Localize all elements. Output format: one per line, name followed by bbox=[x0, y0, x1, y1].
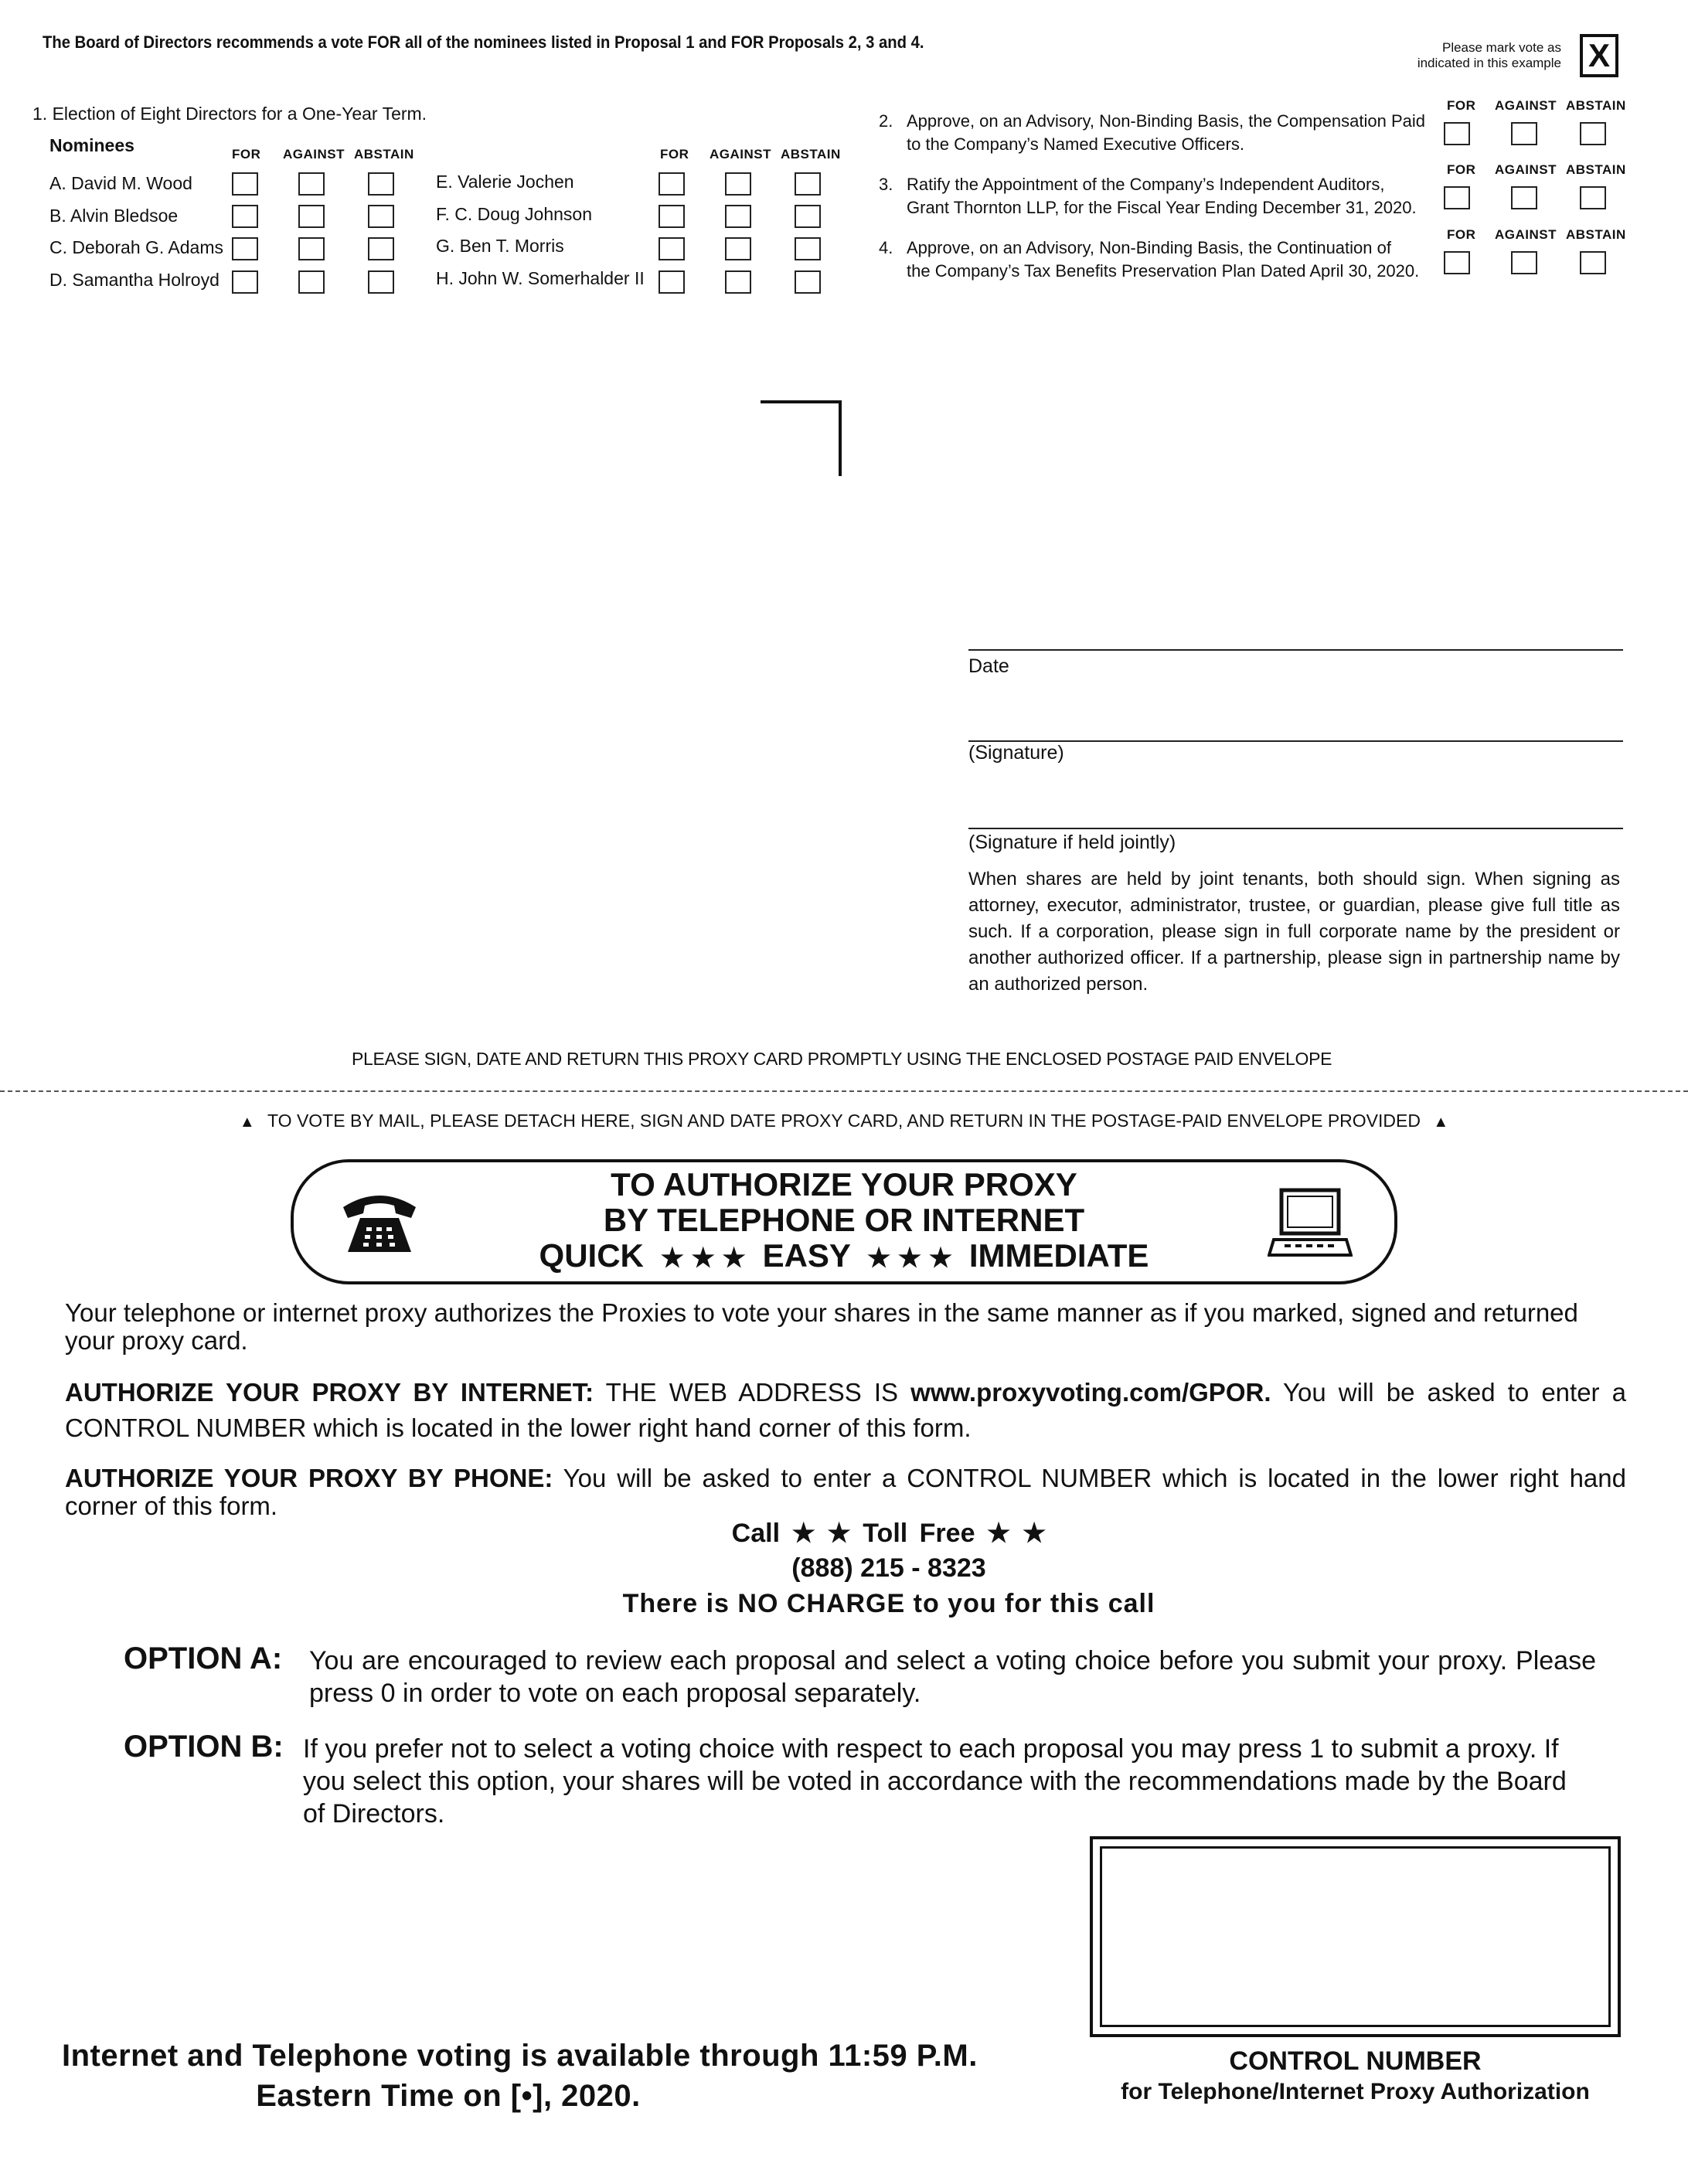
nominees-label: Nominees bbox=[49, 135, 134, 155]
proposal4-number: 4. bbox=[879, 238, 893, 257]
up-arrow-icon-right: ▲ bbox=[1433, 1114, 1449, 1131]
authorize-banner bbox=[291, 1159, 1397, 1284]
col-for-right: FOR bbox=[660, 147, 689, 162]
control-number-box bbox=[1090, 1836, 1621, 2037]
nominee-h-abstain-checkbox[interactable] bbox=[795, 270, 821, 294]
availability-line2: Eastern Time on [•], 2020. bbox=[256, 2079, 641, 2113]
proposal4-against-checkbox[interactable] bbox=[1511, 251, 1537, 274]
nominee-h-against-checkbox[interactable] bbox=[725, 270, 751, 294]
p4-col-abstain: ABSTAIN bbox=[1566, 227, 1626, 242]
proposal4-abstain-checkbox[interactable] bbox=[1580, 251, 1606, 274]
joint-signature-line[interactable] bbox=[968, 828, 1623, 829]
proposal3-for-checkbox[interactable] bbox=[1444, 186, 1470, 209]
nominee-g-abstain-checkbox[interactable] bbox=[795, 237, 821, 260]
banner-line3 bbox=[294, 1238, 1394, 1276]
nominee-f-against-checkbox[interactable] bbox=[725, 205, 751, 228]
proposal3-line2: Grant Thornton LLP, for the Fiscal Year Ending December 31, 2020. bbox=[907, 198, 1417, 217]
proposal3-line1: Ratify the Appointment of the Company’s Independent Auditors, bbox=[907, 175, 1385, 194]
proposal2-number: 2. bbox=[879, 111, 893, 131]
intro-text: Your telephone or internet proxy authorizes the Proxies to vote your shares in the same manner as if you marked, signed and returned your proxy card. bbox=[65, 1298, 1578, 1355]
proposal3-number: 3. bbox=[879, 175, 893, 194]
proposal4-for-checkbox[interactable] bbox=[1444, 251, 1470, 274]
p3-col-abstain: ABSTAIN bbox=[1566, 162, 1626, 177]
col-against-right: AGAINST bbox=[710, 147, 771, 162]
nominee-c-abstain-checkbox[interactable] bbox=[368, 237, 394, 260]
p2-col-against: AGAINST bbox=[1495, 98, 1557, 113]
banner-line1: TO AUTHORIZE YOUR PROXY bbox=[611, 1166, 1077, 1203]
date-line[interactable] bbox=[968, 649, 1623, 651]
return-notice: PLEASE SIGN, DATE AND RETURN THIS PROXY CARD PROMPTLY USING THE ENCLOSED POSTAGE PAID ENVELOPE bbox=[352, 1049, 1332, 1069]
nominee-e-abstain-checkbox[interactable] bbox=[795, 172, 821, 196]
internet-text-before: THE WEB ADDRESS IS bbox=[594, 1378, 911, 1407]
nominee-a: A. David M. Wood bbox=[49, 173, 192, 193]
example-note-line2: indicated in this example bbox=[1417, 56, 1561, 70]
phone-instructions bbox=[65, 1465, 1626, 1520]
joint-signature-label: (Signature if held jointly) bbox=[968, 832, 1176, 853]
nominee-c: C. Deborah G. Adams bbox=[49, 237, 223, 257]
nominee-c-against-checkbox[interactable] bbox=[298, 237, 325, 260]
nominee-g: G. Ben T. Morris bbox=[436, 236, 564, 256]
nominee-d-against-checkbox[interactable] bbox=[298, 270, 325, 294]
nominee-b-against-checkbox[interactable] bbox=[298, 205, 325, 228]
nominee-d: D. Samantha Holroyd bbox=[49, 270, 220, 290]
address-corner-mark bbox=[761, 400, 842, 476]
phone-text: You will be asked to enter a CONTROL NUMBER which is located in the lower right hand corner of this form. bbox=[65, 1464, 1626, 1520]
nominee-g-against-checkbox[interactable] bbox=[725, 237, 751, 260]
p2-col-abstain: ABSTAIN bbox=[1566, 98, 1626, 113]
banner-text bbox=[294, 1167, 1394, 1276]
option-a-text: You are encouraged to review each proposal and select a voting choice before you submit your proxy. Please press 0 in order to vote on each proposal separately. bbox=[309, 1646, 1596, 1708]
proposal3-against-checkbox[interactable] bbox=[1511, 186, 1537, 209]
example-mark-box bbox=[1580, 34, 1618, 77]
proposal4-text bbox=[907, 236, 1426, 283]
proposal4-line2: the Company’s Tax Benefits Preservation Plan Dated April 30, 2020. bbox=[907, 261, 1420, 281]
example-note-line1: Please mark vote as bbox=[1441, 40, 1561, 55]
nominee-b-abstain-checkbox[interactable] bbox=[368, 205, 394, 228]
proposal1-title: 1. Election of Eight Directors for a One-Year Term. bbox=[32, 104, 427, 124]
control-number-subtitle: for Telephone/Internet Proxy Authorization bbox=[1121, 2079, 1590, 2104]
banner-stars-2: ★ ★ ★ bbox=[866, 1243, 953, 1273]
signing-instructions: When shares are held by joint tenants, both should sign. When signing as attorney, executor, administrator, trustee, or guardian, please give full title as such. If a corporation, please sign in full corporate name by the president or another authorized officer. If a partnership, please sign in partnership name by an authorized person. bbox=[968, 869, 1620, 995]
proposal2-line2: to the Company’s Named Executive Officers. bbox=[907, 134, 1244, 154]
detach-line bbox=[0, 1090, 1688, 1092]
banner-stars-1: ★ ★ ★ bbox=[660, 1243, 746, 1273]
up-arrow-icon-left: ▲ bbox=[239, 1114, 255, 1131]
phone-heading: AUTHORIZE YOUR PROXY BY PHONE: bbox=[65, 1464, 553, 1492]
p3-col-against: AGAINST bbox=[1495, 162, 1557, 177]
nominee-d-for-checkbox[interactable] bbox=[232, 270, 258, 294]
phone-number[interactable]: (888) 215 - 8323 bbox=[791, 1553, 986, 1583]
option-b-label: OPTION B: bbox=[124, 1730, 284, 1764]
nominee-c-for-checkbox[interactable] bbox=[232, 237, 258, 260]
col-abstain-right: ABSTAIN bbox=[781, 147, 841, 162]
proposal2-for-checkbox[interactable] bbox=[1444, 122, 1470, 145]
internet-heading: AUTHORIZE YOUR PROXY BY INTERNET: bbox=[65, 1378, 594, 1407]
availability-notice bbox=[62, 2036, 978, 2116]
proposal4-line1: Approve, on an Advisory, Non-Binding Basis, the Continuation of bbox=[907, 238, 1391, 257]
proposal2-against-checkbox[interactable] bbox=[1511, 122, 1537, 145]
nominee-f: F. C. Doug Johnson bbox=[436, 204, 593, 224]
proposal3-abstain-checkbox[interactable] bbox=[1580, 186, 1606, 209]
proposal2-abstain-checkbox[interactable] bbox=[1580, 122, 1606, 145]
no-charge-line: There is NO CHARGE to you for this call bbox=[622, 1589, 1155, 1618]
date-label: Date bbox=[968, 655, 1009, 677]
nominee-g-for-checkbox[interactable] bbox=[659, 237, 685, 260]
nominee-h-for-checkbox[interactable] bbox=[659, 270, 685, 294]
col-for-left: FOR bbox=[232, 147, 261, 162]
signature-label: (Signature) bbox=[968, 742, 1064, 764]
nominee-h: H. John W. Somerhalder II bbox=[436, 268, 645, 288]
example-note bbox=[1391, 40, 1561, 71]
availability-line1: Internet and Telephone voting is available through 11:59 P.M. bbox=[62, 2039, 978, 2073]
toll-free-line: Call ★ ★ Toll Free ★ ★ bbox=[731, 1519, 1046, 1548]
internet-text-after: You will be asked to enter a CONTROL NUMBER which is located in the lower right hand corner of this form. bbox=[65, 1378, 1626, 1442]
nominee-b-for-checkbox[interactable] bbox=[232, 205, 258, 228]
banner-word-immediate: IMMEDIATE bbox=[968, 1237, 1149, 1274]
detach-notice: TO VOTE BY MAIL, PLEASE DETACH HERE, SIGN AND DATE PROXY CARD, AND RETURN IN THE POSTAGE-PAID ENVELOPE PROVIDED bbox=[267, 1111, 1421, 1131]
board-recommendation: The Board of Directors recommends a vote FOR all of the nominees listed in Proposal 1 and FOR Proposals 2, 3 and 4. bbox=[43, 32, 924, 52]
nominee-b: B. Alvin Bledsoe bbox=[49, 206, 179, 226]
p3-col-for: FOR bbox=[1447, 162, 1476, 177]
proposal2-line1: Approve, on an Advisory, Non-Binding Basis, the Compensation Paid bbox=[907, 111, 1425, 131]
banner-word-easy: EASY bbox=[762, 1237, 851, 1274]
detach-notice-row bbox=[0, 1111, 1688, 1131]
banner-word-quick: QUICK bbox=[539, 1237, 644, 1274]
nominee-f-for-checkbox[interactable] bbox=[659, 205, 685, 228]
nominee-e-for-checkbox[interactable] bbox=[659, 172, 685, 196]
internet-instructions bbox=[65, 1375, 1626, 1446]
col-against-left: AGAINST bbox=[283, 147, 345, 162]
nominee-e-against-checkbox[interactable] bbox=[725, 172, 751, 196]
nominee-a-abstain-checkbox[interactable] bbox=[368, 172, 394, 196]
nominee-d-abstain-checkbox[interactable] bbox=[368, 270, 394, 294]
nominee-f-abstain-checkbox[interactable] bbox=[795, 205, 821, 228]
control-number-title: CONTROL NUMBER bbox=[1229, 2046, 1482, 2076]
computer-icon bbox=[1268, 1186, 1353, 1263]
example-mark: X bbox=[1588, 37, 1610, 73]
control-number-inner-box bbox=[1100, 1846, 1611, 2027]
nominee-a-for-checkbox[interactable] bbox=[232, 172, 258, 196]
proposal3-text bbox=[907, 173, 1426, 219]
p2-col-for: FOR bbox=[1447, 98, 1476, 113]
nominee-e: E. Valerie Jochen bbox=[436, 172, 574, 192]
p4-col-for: FOR bbox=[1447, 227, 1476, 242]
nominee-a-against-checkbox[interactable] bbox=[298, 172, 325, 196]
proposal2-text bbox=[907, 110, 1426, 156]
option-b-text: If you prefer not to select a voting choice with respect to each proposal you may press 1 to submit a proxy. If you select this option, your shares will be voted in accordance with the recommendations made by the Board of Directors. bbox=[303, 1734, 1567, 1829]
col-abstain-left: ABSTAIN bbox=[354, 147, 414, 162]
option-a-label: OPTION A: bbox=[124, 1641, 283, 1675]
signature-line[interactable] bbox=[968, 740, 1623, 742]
internet-url[interactable]: www.proxyvoting.com/GPOR. bbox=[910, 1378, 1271, 1407]
p4-col-against: AGAINST bbox=[1495, 227, 1557, 242]
banner-line2: BY TELEPHONE OR INTERNET bbox=[603, 1202, 1085, 1238]
